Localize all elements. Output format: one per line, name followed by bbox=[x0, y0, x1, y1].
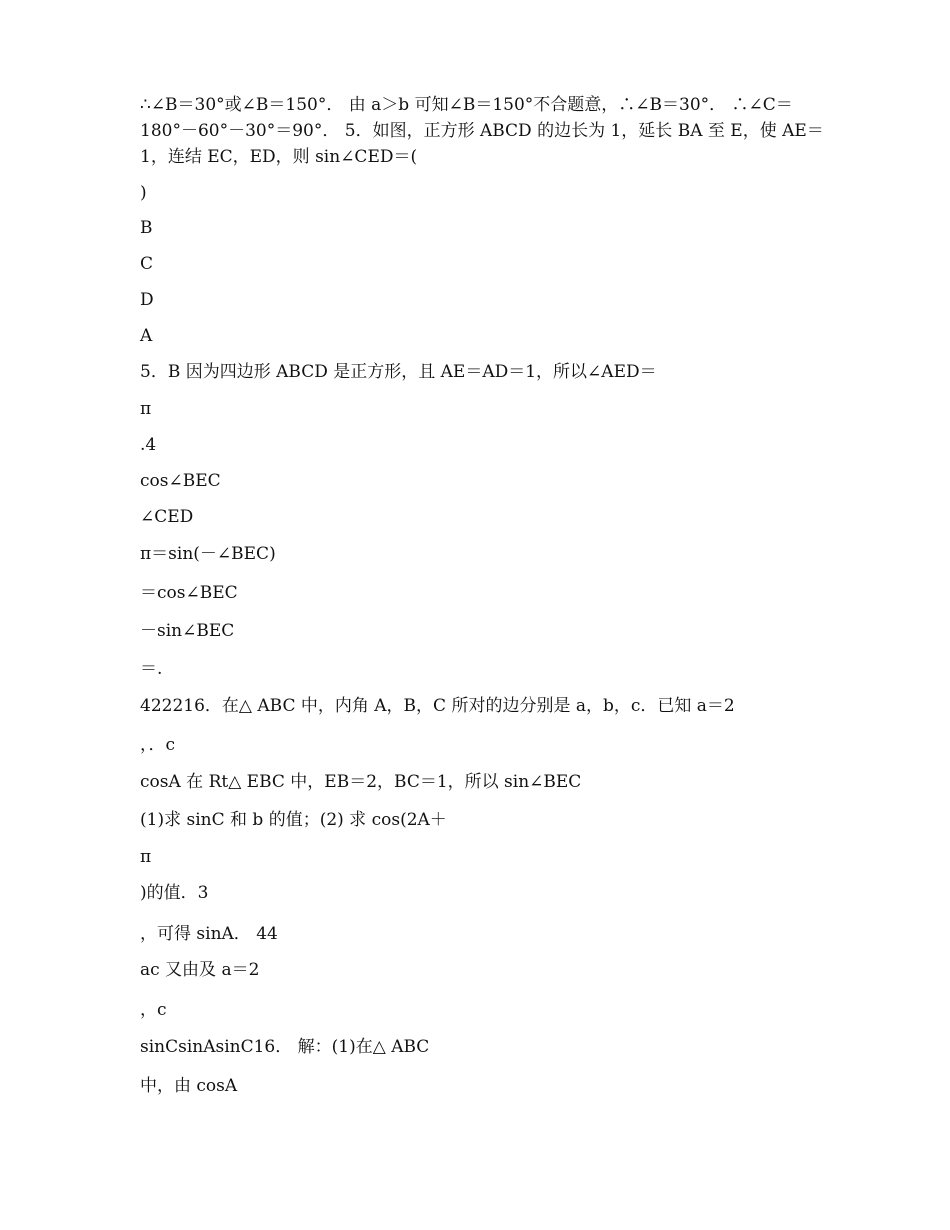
text-line-11: π＝sin(－∠BEC) bbox=[140, 544, 276, 564]
text-line-9: cos∠BEC bbox=[140, 471, 221, 491]
text-line-14: ＝. bbox=[140, 659, 163, 679]
text-line-16: ，．c bbox=[140, 735, 176, 755]
text-line-2: B bbox=[140, 218, 153, 238]
text-line-13: －sin∠BEC bbox=[140, 621, 235, 641]
text-line-7: π bbox=[140, 399, 152, 419]
text-line-19: π bbox=[140, 847, 152, 867]
text-line-1: ) bbox=[140, 183, 147, 203]
text-line-10: ∠CED bbox=[140, 507, 194, 527]
text-line-23: ，c bbox=[140, 1000, 167, 1020]
text-line-5: A bbox=[140, 326, 153, 346]
intro-paragraph: ∴∠B＝30°或∠B＝150°． 由 a＞b 可知∠B＝150°不合题意，∴∠B＝30°． ∴∠C＝180°－60°－30°＝90°． 5．如图，正方形 ABCD 的边长为 1，延长 BA 至 E，使 AE＝1，连结 EC，ED，则 sin∠CED＝( bbox=[140, 95, 824, 167]
text-line-4: D bbox=[140, 290, 154, 310]
text-line-21: ，可得 sinA． 44 bbox=[140, 924, 278, 944]
text-line-17: cosA 在 Rt△ EBC 中，EB＝2，BC＝1，所以 sin∠BEC bbox=[140, 772, 582, 792]
text-line-24: sinCsinAsinC16． 解：(1)在△ ABC bbox=[140, 1037, 430, 1057]
text-line-6: 5．B 因为四边形 ABCD 是正方形，且 AE＝AD＝1，所以∠AED＝ bbox=[140, 362, 657, 382]
text-line-22: ac 又由及 a＝2 bbox=[140, 960, 260, 980]
text-line-3: C bbox=[140, 254, 154, 274]
text-line-8: .4 bbox=[140, 435, 157, 455]
text-line-20: )的值．3 bbox=[140, 883, 209, 903]
text-line-18: (1)求 sinC 和 b 的值；(2) 求 cos(2A＋ bbox=[140, 810, 447, 830]
text-line-25: 中，由 cosA bbox=[140, 1076, 238, 1096]
text-line-12: ＝cos∠BEC bbox=[140, 583, 238, 603]
text-line-15: 422216．在△ ABC 中，内角 A，B，C 所对的边分别是 a，b，c．已知 a＝2 bbox=[140, 696, 735, 716]
